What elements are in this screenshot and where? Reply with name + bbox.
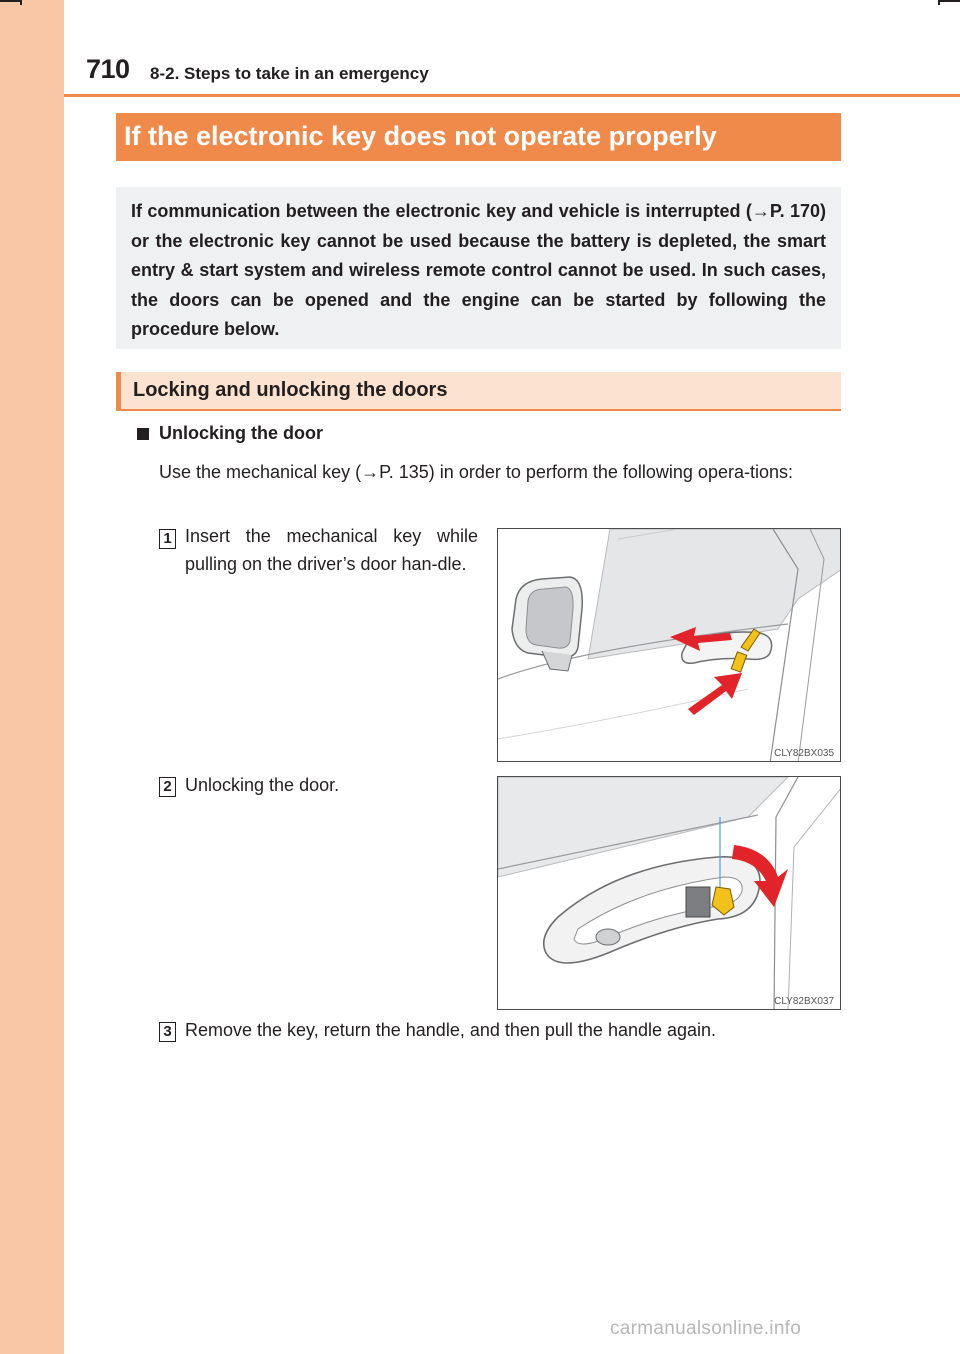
crop-mark (938, 0, 940, 5)
intro-text: If communication between the electronic key and vehicle is interrupted (→P. 170) or the electronic key cannot be used because the battery is depleted, the smart entry & start system and wireless remote control cannot be used. In such cases, the doors can be opened and the engine can be started by following the procedure below. (131, 201, 826, 339)
page-title-bar (116, 113, 841, 161)
step-text-3: Remove the key, return the handle, and then pull the handle again. (185, 1020, 717, 1040)
subsection-lead: Use the mechanical key (→P. 135) in order to perform the following opera-tions: (159, 462, 793, 482)
subheading-accent (116, 372, 121, 409)
side-color-band (0, 0, 64, 1354)
step-number-1: 1 (159, 529, 176, 549)
section-breadcrumb: 8-2. Steps to take in an emergency (150, 64, 429, 83)
crop-mark (0, 0, 22, 2)
door-unlock-illustration (498, 777, 841, 1010)
intro-box (116, 187, 841, 349)
subheading: Locking and unlocking the doors (133, 379, 448, 401)
page-title: If the electronic key does not operate properly (124, 121, 717, 151)
step-number-2: 2 (159, 777, 176, 797)
subsection-title: Unlocking the door (159, 423, 323, 443)
crop-mark (938, 0, 960, 2)
step-text-1: Insert the mechanical key while pulling on the driver’s door han-dle. (185, 526, 478, 574)
crop-mark (20, 0, 22, 5)
watermark: carmanualsonline.info (610, 1318, 802, 1339)
bullet-square-icon (137, 428, 149, 440)
figure-code: CLY82BX037 (774, 996, 834, 1007)
subheading-bar (116, 372, 841, 411)
figure-unlock-door (497, 776, 841, 1010)
page-number: 710 (86, 54, 130, 84)
figure-code: CLY82BX035 (774, 748, 834, 759)
step-text-2: Unlocking the door. (185, 775, 340, 795)
step-number-3: 3 (159, 1022, 176, 1042)
figure-insert-key (497, 528, 841, 762)
door-handle-illustration (498, 529, 841, 762)
header-rule (64, 94, 960, 97)
